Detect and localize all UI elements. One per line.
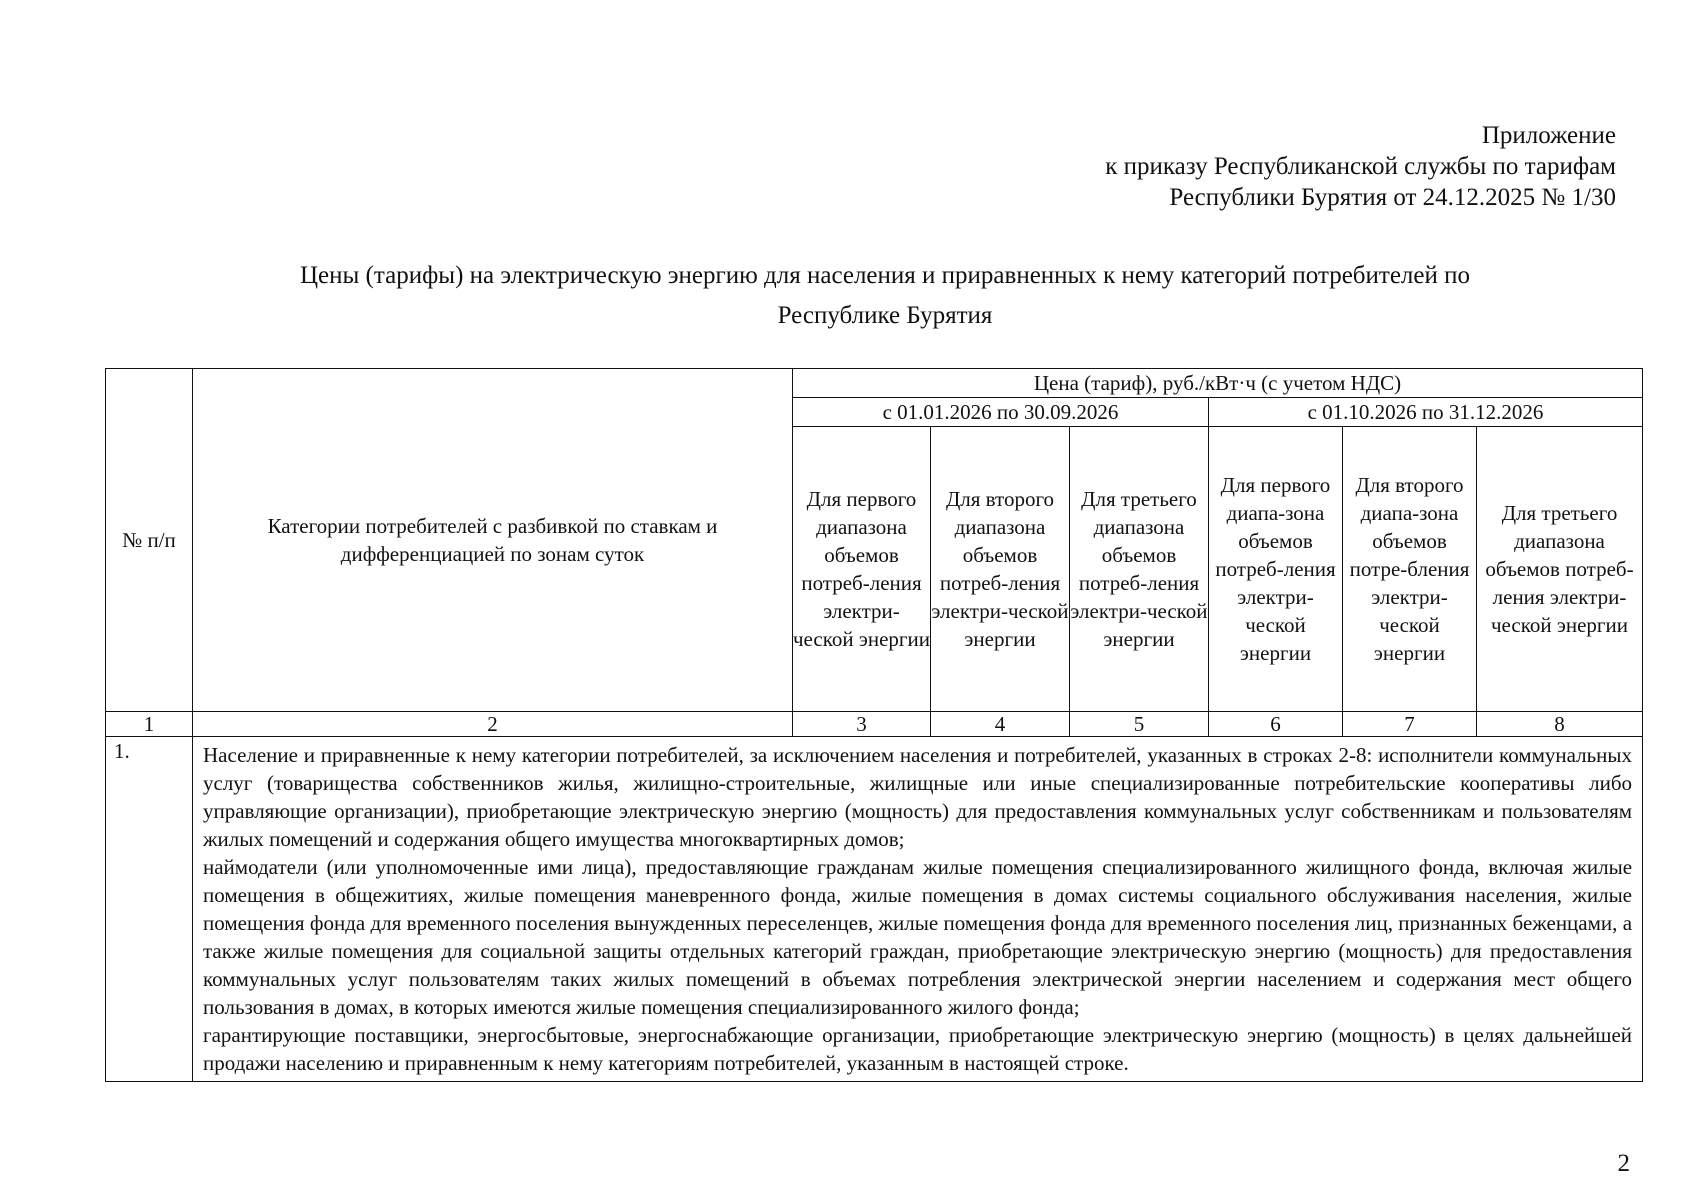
table-row <box>106 737 1643 1082</box>
row-paragraph-2: наймодатели (или уполномоченные ими лица), предоставляющие гражданам жилые помещения специализированного жилищного фонда, включая жилые помещения в общежитиях, жилые помещения маневренного фонда, жилые помещения в домах системы социального обслуживания населения, жилые помещения фонда для временного поселения вынужденных переселенцев, жилые помещения фонда для временного поселения лиц, признанных беженцами, а также жилые помещения для социальной защиты отдельных категорий граждан, приобретающие электрическую энергию (мощность) для предоставления коммунальных услуг пользователям таких жилых помещений в объемах потребления электрической энергии населением и содержания мест общего пользования в домах, в которых имеются жилые помещения специализированного жилого фонда; <box>203 855 1633 1019</box>
page-number: 2 <box>1617 1150 1630 1177</box>
column-number: 4 <box>931 712 1070 737</box>
range-header-4: Для первого диапа-зона объемов потреб-ления электри-ческой энергии <box>1209 427 1343 712</box>
column-number: 6 <box>1209 712 1343 737</box>
document-title-line-2: Республике Бурятия <box>777 302 993 329</box>
col-category-header: Категории потребителей с разбивкой по ставкам и дифференциацией по зонам суток <box>193 369 793 712</box>
range-header-5: Для второго диапа-зона объемов потре-бления электри-ческой энергии <box>1343 427 1477 712</box>
range-header-6: Для третьего диапазона объемов потреб-ления электри-ческой энергии <box>1477 427 1643 712</box>
annex-block <box>1105 120 1616 213</box>
document-title <box>160 256 1610 336</box>
row-category-text <box>193 737 1643 1082</box>
column-number: 2 <box>193 712 793 737</box>
row-paragraph-3: гарантирующие поставщики, энергосбытовые, энергоснабжающие организации, приобретающие электрическую энергию (мощность) в целях дальнейшей продажи населению и приравненным к нему категориям потребителей, указанным в настоящей строке. <box>203 1023 1633 1075</box>
annex-line-2: к приказу Республиканской службы по тарифам <box>1105 153 1616 180</box>
column-number: 8 <box>1477 712 1643 737</box>
annex-line-1: Приложение <box>1481 122 1616 149</box>
tariff-table <box>105 368 1643 1082</box>
range-header-1: Для первого диапазона объемов потреб-ления электри-ческой энергии <box>793 427 931 712</box>
column-number: 7 <box>1343 712 1477 737</box>
period-header-1: с 01.01.2026 по 30.09.2026 <box>793 398 1209 427</box>
annex-line-3: Республики Бурятия от 24.12.2025 № 1/30 <box>1169 184 1616 211</box>
period-header-2: с 01.10.2026 по 31.12.2026 <box>1209 398 1643 427</box>
column-number: 5 <box>1070 712 1209 737</box>
column-number: 1 <box>106 712 193 737</box>
document-title-line-1: Цены (тарифы) на электрическую энергию для населения и приравненных к нему категорий потребителей по <box>299 262 1470 289</box>
column-number: 3 <box>793 712 931 737</box>
range-header-3: Для третьего диапазона объемов потреб-ления электри-ческой энергии <box>1070 427 1209 712</box>
col-num-header: № п/п <box>106 369 193 712</box>
row-paragraph-1: Население и приравненные к нему категории потребителей, за исключением населения и потребителей, указанных в строках 2-8: исполнители коммунальных услуг (товарищества собственников жилья, жилищно-строительные, жилищные или иные специализированные потребительские кооперативы либо управляющие организации), приобретающие электрическую энергию (мощность) для предоставления коммунальных услуг собственникам и пользователям жилых помещений и содержания общего имущества многоквартирных домов; <box>203 743 1633 851</box>
row-number: 1. <box>106 737 193 1082</box>
price-header: Цена (тариф), руб./кВт·ч (с учетом НДС) <box>793 369 1643 398</box>
range-header-2: Для второго диапазона объемов потреб-ления электри-ческой энергии <box>931 427 1070 712</box>
